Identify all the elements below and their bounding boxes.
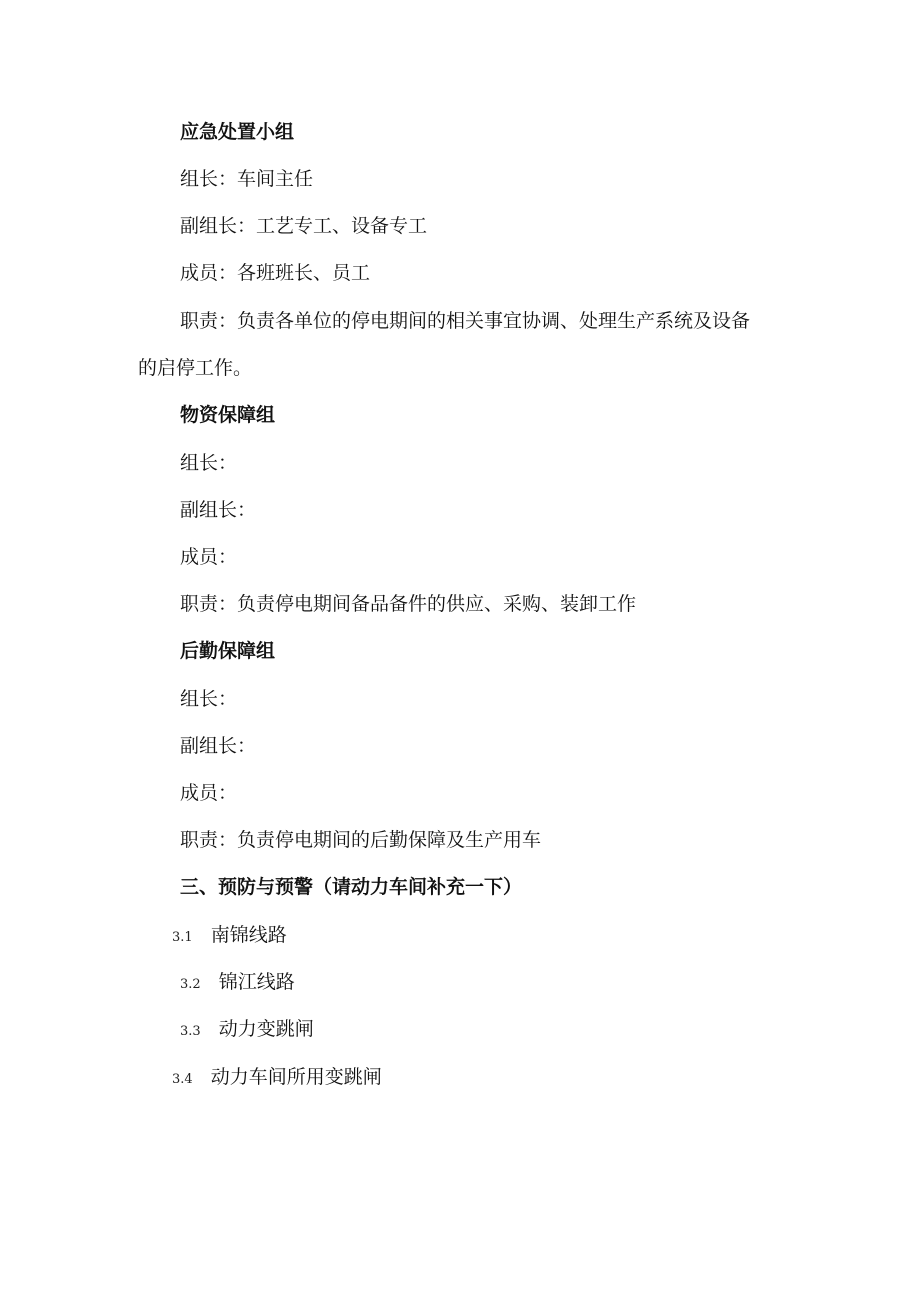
group-deputy: 副组长： — [180, 735, 257, 757]
group-leader: 组长： — [180, 688, 238, 710]
group-leader: 组长： — [180, 452, 238, 474]
chapter-title: 三、预防与预警（请动力车间补充一下） — [180, 876, 523, 898]
group-duty: 职责：负责各单位的停电期间的相关事宜协调、处理生产系统及设备 — [180, 310, 751, 332]
item-text: 锦江线路 — [218, 971, 295, 993]
section-title: 物资保障组 — [180, 404, 276, 426]
section-title: 应急处置小组 — [180, 121, 295, 143]
group-members: 成员： — [180, 546, 238, 568]
section-title: 后勤保障组 — [180, 640, 276, 662]
item-text: 动力变跳闸 — [218, 1018, 314, 1040]
numbered-item — [172, 1064, 382, 1093]
group-duty: 职责：负责停电期间备品备件的供应、采购、装卸工作 — [180, 593, 637, 615]
group-leader: 组长：车间主任 — [180, 168, 314, 190]
numbered-item — [180, 969, 295, 998]
group-members: 成员：各班班长、员工 — [180, 262, 371, 284]
numbered-item — [180, 1016, 314, 1045]
group-deputy: 副组长：工艺专工、设备专工 — [180, 215, 428, 237]
item-text: 南锦线路 — [210, 924, 287, 946]
numbered-item — [172, 922, 287, 951]
group-duty: 职责：负责停电期间的后勤保障及生产用车 — [180, 829, 542, 851]
group-members: 成员： — [180, 782, 238, 804]
item-number: 3.4 — [172, 1072, 193, 1087]
item-number: 3.1 — [172, 930, 193, 945]
group-deputy: 副组长： — [180, 499, 257, 521]
item-number: 3.2 — [180, 977, 201, 992]
item-number: 3.3 — [180, 1024, 201, 1039]
item-text: 动力车间所用变跳闸 — [210, 1066, 382, 1088]
group-duty-continued: 的启停工作。 — [138, 357, 253, 379]
